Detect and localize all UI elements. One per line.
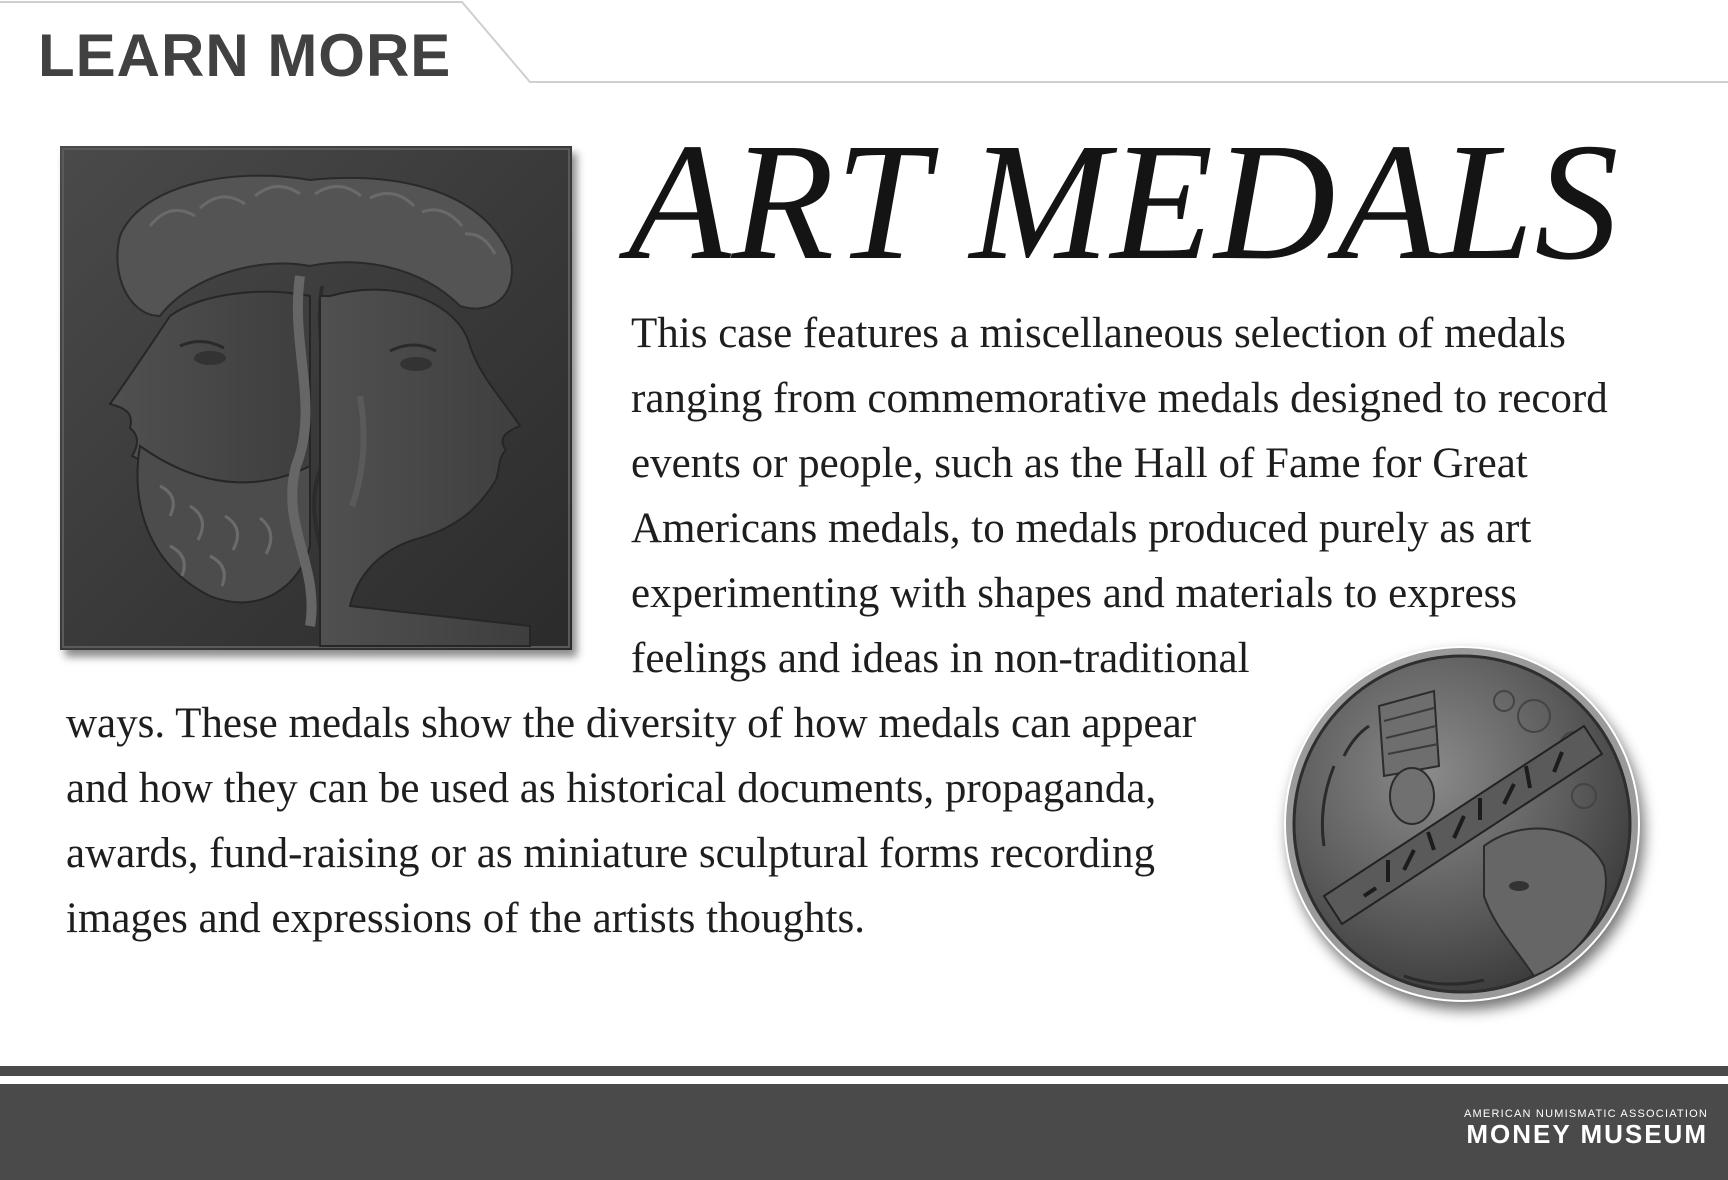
- body-text-line: ways. These medals show the diversity of how medals can appear: [66, 700, 1197, 747]
- section-label: LEARN MORE: [38, 22, 452, 89]
- museum-logo-text: MONEY MUSEUM: [1466, 1119, 1708, 1149]
- body-text-line: Americans medals, to medals produced purely as art: [631, 505, 1532, 552]
- body-text-line: experimenting with shapes and materials to express: [631, 570, 1518, 617]
- body-text-line: awards, fund-raising or as miniature sculptural forms recording: [66, 830, 1156, 877]
- body-text-line: events or people, such as the Hall of Fame for Great: [631, 440, 1528, 487]
- footer-stripe: [0, 1066, 1728, 1076]
- body-text-line: ranging from commemorative medals designed to record: [631, 375, 1608, 422]
- page-title: ART MEDALS: [628, 109, 1620, 295]
- body-text-line: and how they can be used as historical documents, propaganda,: [66, 765, 1157, 812]
- body-text-line: feelings and ideas in non-traditional: [631, 635, 1250, 682]
- janus-plaque-image: [60, 146, 572, 650]
- body-text-line: images and expressions of the artists thoughts.: [66, 895, 865, 942]
- organization-name: AMERICAN NUMISMATIC ASSOCIATION: [1464, 1108, 1708, 1120]
- body-text-line: This case features a miscellaneous selection of medals: [631, 310, 1566, 357]
- jubilee-medal-image: [1284, 646, 1640, 1002]
